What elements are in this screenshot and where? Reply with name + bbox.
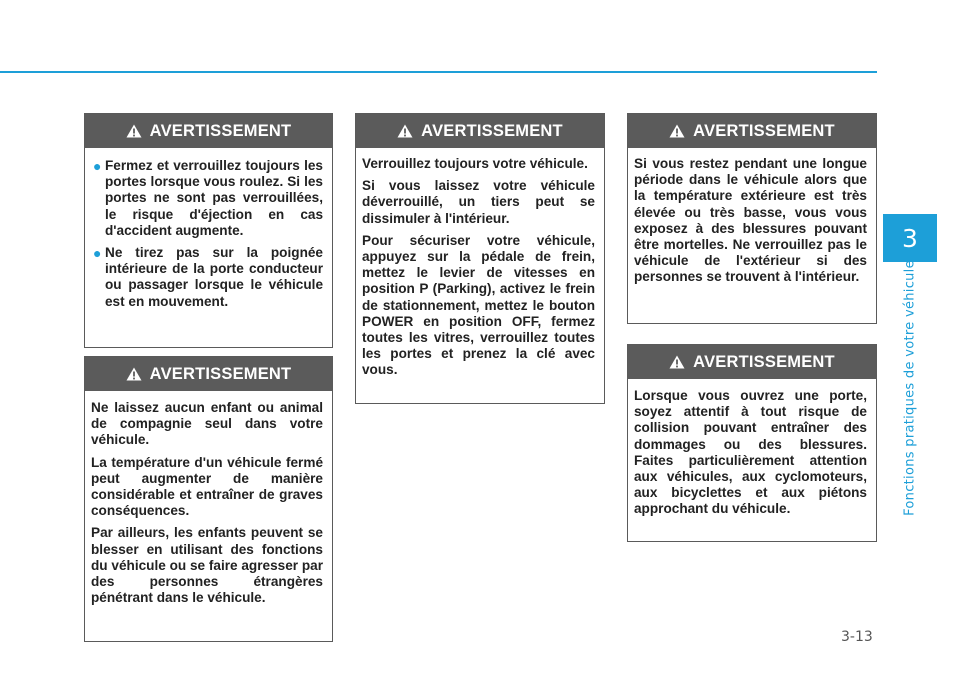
warning-bullet xyxy=(91,158,323,239)
bullet-icon: ● xyxy=(93,245,102,262)
warning-paragraph: Verrouillez toujours votre véhicule. xyxy=(362,156,588,171)
warning-paragraph: Lorsque vous ouvrez une porte, soyez attentif à tout risque de collision pouvant entraîner des dommages ou des blessures. Faites particulièrement attention aux véhicules, aux cyclomoteurs, aux bicyclettes et aux piétons approchant du véhicule. xyxy=(634,388,867,517)
warning-title: AVERTISSEMENT xyxy=(693,352,835,371)
warning-header xyxy=(85,357,332,391)
warning-paragraph: La température d'un véhicule fermé peut augmenter de manière considérable et entraîner de graves conséquences. xyxy=(91,454,323,519)
warning-header xyxy=(356,114,604,148)
warning-bullet xyxy=(91,245,323,310)
warning-triangle-icon xyxy=(126,124,142,138)
warning-body xyxy=(628,379,876,532)
bullet-text: Fermez et verrouillez toujours les portes lorsque vous roulez. Si les portes ne sont pas verrouillées, le risque d'éjection en cas d'accident augmente. xyxy=(105,158,323,238)
warning-body xyxy=(85,391,332,620)
chapter-title-text: Fonctions pratiques de votre véhicule xyxy=(902,260,918,516)
warning-box-opening-door xyxy=(627,344,877,542)
warning-box-lock-vehicle xyxy=(355,113,605,404)
warning-paragraph: Ne laissez aucun enfant ou animal de compagnie seul dans votre véhicule. xyxy=(91,400,323,448)
warning-paragraph: Pour sécuriser votre véhicule, appuyez sur la pédale de frein, mettez le levier de vitesses en position P (Parking), activez le frein de stationnement, mettez le bouton POWER en position OFF, fermez toutes les vitres, verrouillez toutes les portes et prenez la clé avec vous. xyxy=(362,232,595,378)
warning-body xyxy=(356,148,604,393)
warning-box-doors-locked xyxy=(84,113,333,348)
chapter-number: 3 xyxy=(902,223,918,253)
warning-triangle-icon xyxy=(397,124,413,138)
warning-paragraph: Si vous restez pendant une longue période dans le véhicule alors que la température extérieure est très élevée ou très basse, vous vous exposez à des blessures pouvant être mortelles. Ne verrouillez pas le véhicule de l'extérieur si des personnes se trouvent à l'intérieur. xyxy=(634,156,867,285)
warning-triangle-icon xyxy=(669,355,685,369)
warning-title: AVERTISSEMENT xyxy=(693,121,835,140)
warning-paragraph: Par ailleurs, les enfants peuvent se blesser en utilisant des fonctions du véhicule ou se faire agresser par des personnes étrangères pénétrant dans le véhicule. xyxy=(91,525,323,606)
warning-box-extreme-temperature xyxy=(627,113,877,324)
bullet-text: Ne tirez pas sur la poignée intérieure de la porte conducteur ou passager lorsque le véhicule est en mouvement. xyxy=(105,245,323,309)
top-rule xyxy=(0,71,877,73)
warning-title: AVERTISSEMENT xyxy=(149,364,292,383)
warning-paragraph: Si vous laissez votre véhicule déverrouillé, un tiers peut se dissimuler à l'intérieur. xyxy=(362,178,595,226)
warning-header xyxy=(628,345,876,379)
page-number: 3-13 xyxy=(841,629,873,645)
warning-triangle-icon xyxy=(126,367,142,381)
warning-body xyxy=(628,148,876,300)
warning-header xyxy=(628,114,876,148)
warning-body xyxy=(85,148,332,324)
bullet-icon: ● xyxy=(93,158,102,174)
warning-title: AVERTISSEMENT xyxy=(421,121,563,140)
warning-header xyxy=(85,114,332,148)
warning-triangle-icon xyxy=(669,124,685,138)
chapter-tab xyxy=(883,214,937,262)
warning-box-children-pets xyxy=(84,356,333,642)
warning-title: AVERTISSEMENT xyxy=(149,121,292,140)
warning-bullet-list xyxy=(91,158,323,310)
